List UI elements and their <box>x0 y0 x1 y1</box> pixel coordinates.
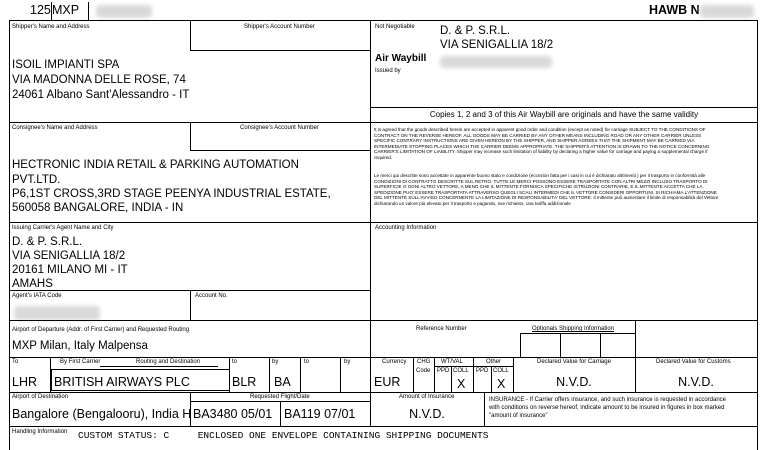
shipper-line-2: VIA MADONNA DELLE ROSE, 74 <box>12 74 186 86</box>
agent-line-3: 20161 MILANO MI - IT <box>12 264 128 276</box>
destination-label: Airport of Destination <box>12 394 69 400</box>
other-coll-label: COLL <box>493 368 509 374</box>
dv-carriage-label: Declared Value for Carriage <box>537 359 611 365</box>
other-coll-mark: X <box>497 377 506 391</box>
handling-text: CUSTOM STATUS: C ENCLOSED ONE ENVELOPE CONTAINING SHIPPING DOCUMENTS <box>78 430 489 441</box>
consignee-account-label: Consignee's Account Number <box>240 125 319 131</box>
accounting-label: Accounting Information <box>375 225 437 231</box>
to-value: LHR <box>12 375 38 389</box>
routing-label: Airport of Departure (Addr. of First Carrier) and Requested Routing <box>12 327 190 333</box>
issued-by-label: Issued by <box>375 68 401 74</box>
issuer-line-1: D. & P. S.R.L. <box>440 25 511 37</box>
terms-english: It is agreed that the goods described herein are accepted in apparent good order and condition (except as noted) for carriage SUBJECT TO THE CONDITIONS OF CONTRACT ON THE REVERSE HEREOF. ALL GOODS MAY BE CARRIED BY ANY OTHER MEANS INCLUDING ROAD OR ANY OTHER CARRIER UNLESS SPECIFIC CONTRARY INSTRUCTIONS ARE GIVEN HEREON BY THE SHIPPER, AND SHIPPER AGREES THAT THE SHIPMENT MAY BE CARRIED VIA INTERMEDIATE STOPPING PLACES WHICH THE CARRIER DEEMS APPROPRIATE. THE SHIPPER'S ATTENTION IS DRAWN TO THE NOTICE CONCERNING CARRIER'S LIMITATION OF LIABILITY. Shipper may increase such limitation of liability by declaring a higher value for carriage and paying a supplemental charge if required. <box>374 127 710 160</box>
to2-label: to <box>232 359 238 365</box>
wt-coll-label: COLL <box>453 368 469 374</box>
hawb-label: HAWB N <box>649 3 700 17</box>
consignee-line-4: 560058 BANGALORE, INDIA - IN <box>12 202 184 214</box>
redacted-iata-code <box>14 306 100 320</box>
wt-coll-mark: X <box>457 377 466 391</box>
insurance-amount-label: Amount of Insurance <box>399 394 455 400</box>
by-first-carrier-label: By First Carrier <box>60 359 101 365</box>
chgs-code-label: Code <box>416 368 431 374</box>
insurance-note: INSURANCE - If Carrier offers insurance, and such insurance is requested in accordance with conditions on reverse hereof, indicate amount to be insured in figures in box marked "amount of insurance" <box>489 397 726 419</box>
issuer-line-2: VIA SENIGALLIA 18/2 <box>440 39 554 51</box>
flight-2-value: BA119 07/01 <box>284 407 356 421</box>
redacted-hawb-number <box>700 5 754 18</box>
not-negotiable-label: Not Negotiable <box>375 24 415 30</box>
handling-label: Handling Information <box>12 429 68 435</box>
consignee-label: Consignee's Name and Address <box>12 125 98 131</box>
first-carrier-value: BRITISH AIRWAYS PLC <box>54 375 190 389</box>
wtval-label: WT/VAL <box>441 359 463 365</box>
agent-line-4: AMAHS <box>12 278 53 290</box>
departure-airport: MXP Milan, Italy Malpensa <box>12 340 148 352</box>
consignee-line-2: PVT.LTD. <box>12 174 61 186</box>
agent-iata-label: Agent's IATA Code <box>12 293 62 299</box>
agent-line-1: D. & P. S.R.L. <box>12 236 83 248</box>
to3-label: to <box>304 359 310 365</box>
to-label: To <box>12 359 19 365</box>
routing-destination-label: Routing and Destination <box>136 359 201 365</box>
by2-label: by <box>272 359 279 365</box>
air-waybill-title: Air Waybill <box>375 53 427 64</box>
redacted-issuer-detail <box>440 56 552 68</box>
agent-label: Issuing Carrier's Agent Name and City <box>12 225 114 231</box>
consignee-line-3: P6,1ST CROSS,3RD STAGE PEENYA INDUSTRIAL ESTATE, <box>12 188 331 200</box>
copies-note: Copies 1, 2 and 3 of this Air Waybill are originals and have the same validity <box>429 110 699 119</box>
requested-flight-label: Requested Flight/Date <box>250 394 310 400</box>
by3-label: by <box>344 359 351 365</box>
shipper-line-3: 24061 Albano Sant'Alessandro - IT <box>12 89 190 101</box>
redacted-awb-number <box>96 5 152 18</box>
by2-value: BA <box>274 375 291 389</box>
wt-ppd-label: PPD <box>437 368 450 374</box>
shipper-account-label: Shipper's Account Number <box>244 24 315 30</box>
to2-value: BLR <box>232 375 257 389</box>
reference-number-label: Reference Number <box>416 326 467 332</box>
awb-prefix: 125 <box>30 3 51 17</box>
destination-value: Bangalore (Bengalooru), India H <box>12 407 192 421</box>
dv-customs-label: Declared Value for Customs <box>656 359 731 365</box>
chgs-label: CHG <box>417 359 431 365</box>
origin-code: MXP <box>52 3 80 17</box>
currency-label: Currency <box>382 359 407 365</box>
other-label: Other <box>486 359 502 365</box>
other-ppd-label: PPD <box>476 368 489 374</box>
agent-line-2: VIA SENIGALLIA 18/2 <box>12 250 126 262</box>
shipper-line-1: ISOIL IMPIANTI SPA <box>12 59 120 71</box>
shipper-label: Shipper's Name and Address <box>12 24 90 30</box>
account-no-label: Account No. <box>195 293 228 299</box>
insurance-value: N.V.D. <box>409 407 445 421</box>
optional-shipping-label: Optionals Shipping Information <box>532 326 615 332</box>
dv-carriage-value: N.V.D. <box>556 375 592 389</box>
dv-customs-value: N.V.D. <box>678 375 714 389</box>
consignee-line-1: HECTRONIC INDIA RETAIL & PARKING AUTOMATION <box>12 159 299 171</box>
currency-value: EUR <box>374 375 401 389</box>
terms-italian: Le merci qui descritte sono accettate in apparente buono stato e condizione (eccezion fatta per i casi in cui è dichiarato altrimenti ) per il trasporto in conformità alle CONDIZIONI DI CONTRATTO DESCRITTE SUL RETRO. TUTTE LE MERCI POSSONO ESSERE TRASPORTATE CON ALTRI MEZZI INCLUSO TRASPORTO DI SUPERFICIE O OGNI ALTRO VETTORE, A MENO CHE IL MITTENTE FORNISCA SPECIFICHE ISTRUZIONI CONTRARIE, E IL MITTENTE ACCETTA CHE LA SPEDIZIONE PUO' ESSERE TRASPORTATA ATTRAVERSO QUEGLI SCALI INTERMEDI CHE IL VETTORE CONSIDERI OPPORTUNI. SI RICHIAMA L'ATTENZIONE DEL MITTENTE SULL'AVVISO CONCERNENTE LA LIMITAZIONE DI RESPONSABILITA' DEL VETTORE. Il mittente può aumentare il limite di responsabilità del Vettore dichiarando un valore più elevato per il trasporto e pagando, ove richiesto, una tariffa addizionale <box>374 173 719 206</box>
flight-1-value: BA3480 05/01 <box>193 407 273 421</box>
